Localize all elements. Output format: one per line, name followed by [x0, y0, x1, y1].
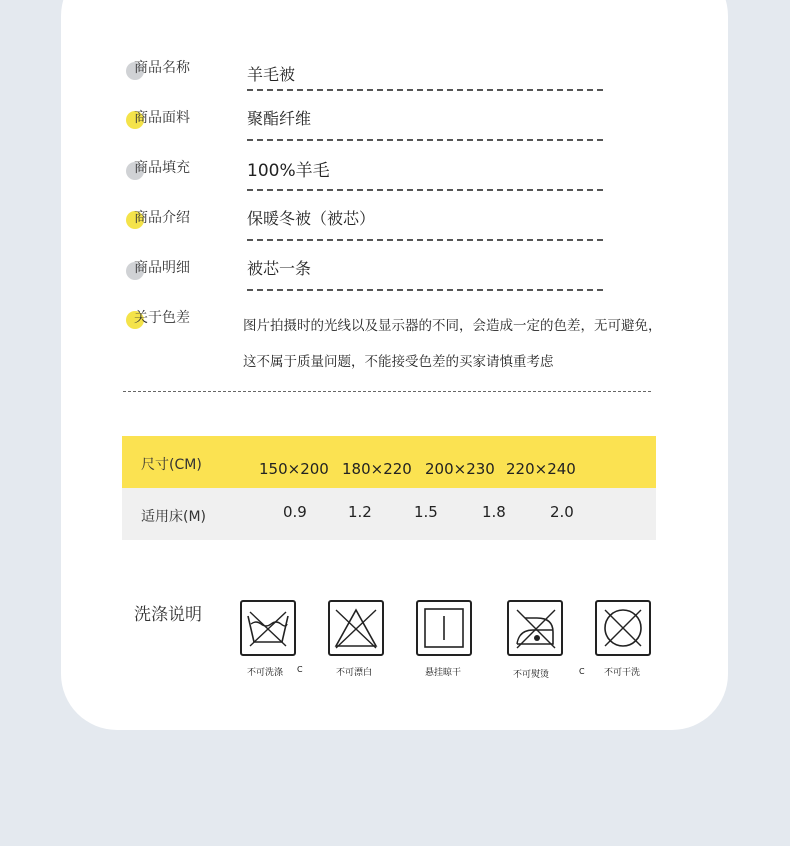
value-product-name: 羊毛被 [247, 65, 296, 84]
label-details: 商品明细 [134, 260, 190, 276]
bed-cell: 1.5 [414, 503, 438, 521]
divider [247, 139, 603, 141]
hang-dry-icon [416, 600, 472, 656]
label-product-name: 商品名称 [134, 60, 190, 76]
bed-cell: 0.9 [283, 503, 307, 521]
section-divider [123, 391, 651, 392]
divider [247, 89, 603, 91]
bed-cell: 2.0 [550, 503, 574, 521]
caption-no-wash: 不可洗涤 [247, 668, 284, 678]
label-filling: 商品填充 [134, 160, 190, 176]
caption-hang-dry: 悬挂晾干 [425, 668, 462, 678]
bed-cell: 1.2 [348, 503, 372, 521]
size-cell: 200×230 [425, 460, 495, 478]
size-cell: 180×220 [342, 460, 412, 478]
no-wash-icon [240, 600, 296, 656]
size-cell: 150×200 [259, 460, 329, 478]
color-note-line-2: 这不属于质量问题，不能接受色差的买家请慎重考虑 [243, 354, 554, 370]
label-fabric: 商品面料 [134, 110, 190, 126]
divider [247, 189, 603, 191]
caption-no-dry-clean: 不可干洗 [604, 668, 641, 678]
caption-extra-c: C [297, 665, 303, 674]
caption-no-bleach: 不可漂白 [336, 668, 373, 678]
size-row-label: 尺寸(CM) [141, 457, 202, 473]
no-bleach-icon [328, 600, 384, 656]
value-details: 被芯一条 [247, 259, 312, 278]
caption-no-iron: 不可熨烫 [513, 670, 550, 680]
value-intro: 保暖冬被（被芯） [247, 209, 376, 228]
divider [247, 289, 603, 291]
no-dry-clean-icon [595, 600, 651, 656]
color-note-line-1: 图片拍摄时的光线以及显示器的不同，会造成一定的色差，无可避免， [243, 318, 662, 334]
bed-cell: 1.8 [482, 503, 506, 521]
size-cell: 220×240 [506, 460, 576, 478]
value-filling: 100%羊毛 [247, 161, 330, 181]
care-title: 洗涤说明 [134, 605, 202, 625]
label-color-note: 关于色差 [134, 310, 190, 326]
label-intro: 商品介绍 [134, 210, 190, 226]
value-fabric: 聚酯纤维 [247, 109, 312, 128]
bed-row-label: 适用床(M) [141, 509, 207, 525]
caption-extra-c: C [579, 667, 585, 676]
no-iron-icon [507, 600, 563, 656]
divider [247, 239, 603, 241]
